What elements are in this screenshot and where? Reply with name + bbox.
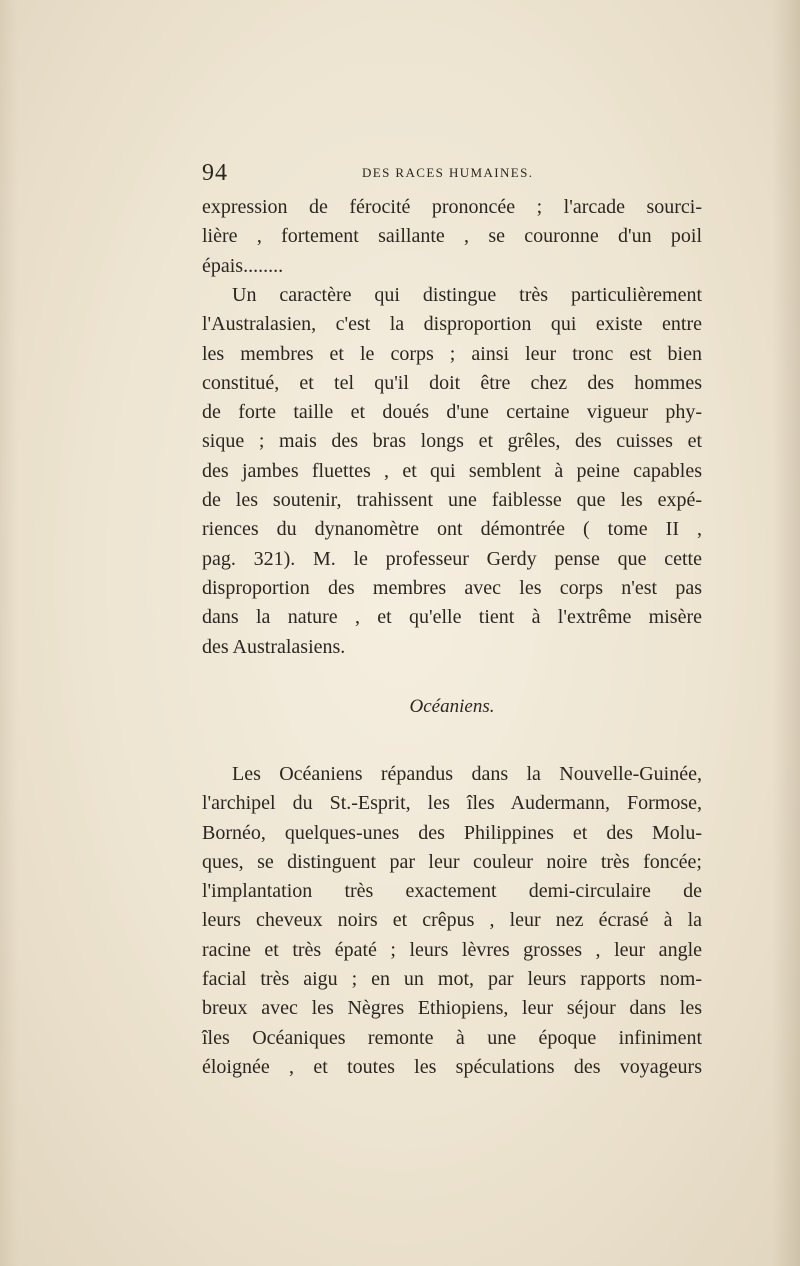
text-line: pag. 321). M. le professeur Gerdy pense que cette bbox=[202, 547, 702, 570]
paragraph-continuation bbox=[202, 193, 702, 281]
text-line: dans la nature , et qu'elle tient à l'extrême misère bbox=[202, 606, 702, 629]
spine-shadow bbox=[772, 0, 800, 1266]
text-line: épais........ bbox=[202, 254, 284, 277]
text-line: Les Océaniens répandus dans la Nouvelle-Guinée, bbox=[232, 763, 702, 785]
section-title: Océaniens. bbox=[409, 696, 495, 717]
text-line: l'archipel du St.-Esprit, les îles Audermann, Formose, bbox=[202, 792, 702, 815]
text-line: expression de férocité prononcée ; l'arcade sourci- bbox=[202, 196, 702, 218]
text-line: disproportion des membres avec les corps n'est pas bbox=[202, 576, 702, 599]
text-line: de les soutenir, trahissent une faiblesse que les expé- bbox=[202, 489, 702, 512]
text-line: lière , fortement saillante , se couronne d'un poil bbox=[202, 225, 702, 248]
paragraph-oceaniens bbox=[202, 760, 702, 1082]
text-line: facial très aigu ; en un mot, par leurs rapports nom- bbox=[202, 968, 702, 991]
text-line: des jambes fluettes , et qui semblent à peine capables bbox=[202, 459, 702, 482]
text-line: les membres et le corps ; ainsi leur tronc est bien bbox=[202, 342, 702, 365]
page-edge-shadow bbox=[0, 0, 18, 1266]
text-line: Bornéo, quelques-unes des Philippines et des Molu- bbox=[202, 821, 702, 844]
text-line: éloignée , et toutes les spéculations des voyageurs bbox=[202, 1055, 702, 1078]
text-line: sique ; mais des bras longs et grêles, des cuisses et bbox=[202, 430, 702, 453]
text-line: breux avec les Nègres Ethiopiens, leur séjour dans les bbox=[202, 997, 702, 1020]
paragraph-australasien bbox=[202, 281, 702, 662]
text-line: leurs cheveux noirs et crêpus , leur nez écrasé à la bbox=[202, 909, 702, 932]
running-head: DES RACES HUMAINES. bbox=[362, 165, 534, 180]
text-line: de forte taille et doués d'une certaine vigueur phy- bbox=[202, 401, 702, 424]
text-line: Un caractère qui distingue très particulièrement bbox=[232, 284, 702, 306]
text-line: l'implantation très exactement demi-circulaire de bbox=[202, 880, 702, 903]
text-line: ques, se distinguent par leur couleur noire très foncée; bbox=[202, 850, 702, 873]
text-line: riences du dynanomètre ont démontrée ( tome II , bbox=[202, 518, 702, 541]
text-line: constitué, et tel qu'il doit être chez des hommes bbox=[202, 371, 702, 394]
text-line: l'Australasien, c'est la disproportion qui existe entre bbox=[202, 313, 702, 336]
page-number: 94 bbox=[202, 160, 228, 186]
text-line: des Australasiens. bbox=[202, 635, 346, 658]
page-header bbox=[202, 160, 702, 186]
text-line: racine et très épaté ; leurs lèvres grosses , leur angle bbox=[202, 938, 702, 961]
text-line: îles Océaniques remonte à une époque infiniment bbox=[202, 1026, 702, 1049]
